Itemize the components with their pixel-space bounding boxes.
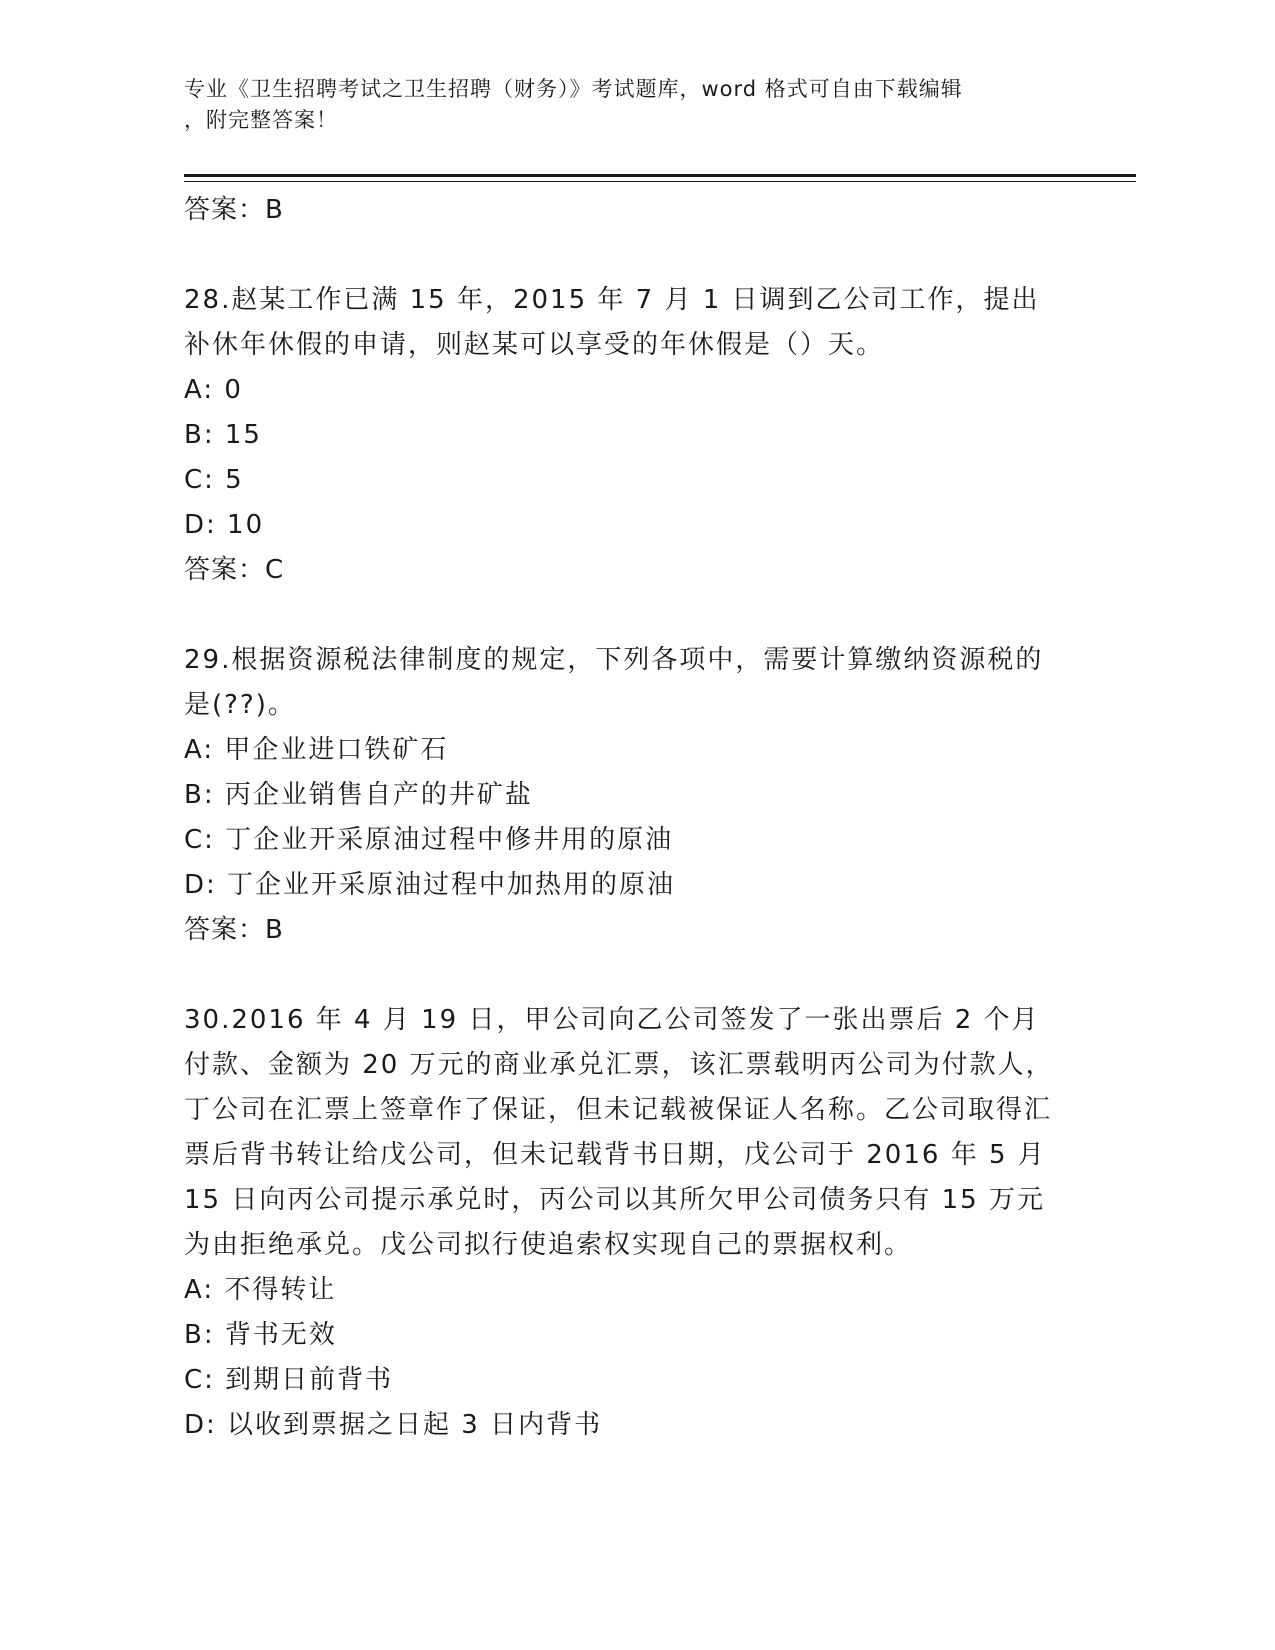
option-d: D: 以收到票据之日起 3 日内背书 — [184, 1410, 603, 1440]
previous-answer: 答案：B — [184, 195, 284, 225]
spacer — [184, 953, 1064, 998]
option-c: C: 5 — [184, 465, 244, 495]
question-block-30 — [184, 998, 1064, 1448]
answer: 答案：C — [184, 555, 285, 585]
question-text: 30.2016 年 4 月 19 日，甲公司向乙公司签发了一张出票后 2 个月付款、金额为 20 万元的商业承兑汇票，该汇票载明丙公司为付款人，丁公司在汇票上签章作了保证，但未记载被保证人名称。乙公司取得汇票后背书转让给戊公司，但未记载背书日期，戊公司于 2016 年 5 月 15 日向丙公司提示承兑时，丙公司以其所欠甲公司债务只有 15 万元为由拒绝承兑。戊公司拟行使追索权实现自己的票据权利。 — [184, 1005, 1054, 1260]
question-block-29 — [184, 638, 1064, 953]
option-a: A: 0 — [184, 375, 243, 405]
option-d: D: 丁企业开采原油过程中加热用的原油 — [184, 870, 676, 900]
spacer — [184, 593, 1064, 638]
option-d: D: 10 — [184, 510, 265, 540]
header-divider-thick — [184, 174, 1136, 177]
header-line-1: 专业《卫生招聘考试之卫生招聘（财务）》考试题库，word 格式可自由下载编辑 — [184, 77, 963, 101]
option-a: A: 甲企业进口铁矿石 — [184, 735, 449, 765]
option-b: B: 背书无效 — [184, 1320, 337, 1350]
option-a: A: 不得转让 — [184, 1275, 337, 1305]
option-b: B: 15 — [184, 420, 262, 450]
spacer — [184, 233, 1064, 278]
question-text: 28.赵某工作已满 15 年，2015 年 7 月 1 日调到乙公司工作，提出补休年休假的申请，则赵某可以享受的年休假是（）天。 — [184, 285, 1040, 360]
option-c: C: 丁企业开采原油过程中修井用的原油 — [184, 825, 674, 855]
question-block-28 — [184, 278, 1064, 593]
option-b: B: 丙企业销售自产的井矿盐 — [184, 780, 533, 810]
answer: 答案：B — [184, 915, 284, 945]
header-divider-thin — [184, 181, 1136, 182]
page-header — [184, 74, 1064, 136]
option-c: C: 到期日前背书 — [184, 1365, 394, 1395]
question-text: 29.根据资源税法律制度的规定，下列各项中，需要计算缴纳资源税的是(??)。 — [184, 645, 1044, 720]
header-line-2: ，附完整答案！ — [184, 108, 338, 132]
question-content — [184, 188, 1064, 1448]
